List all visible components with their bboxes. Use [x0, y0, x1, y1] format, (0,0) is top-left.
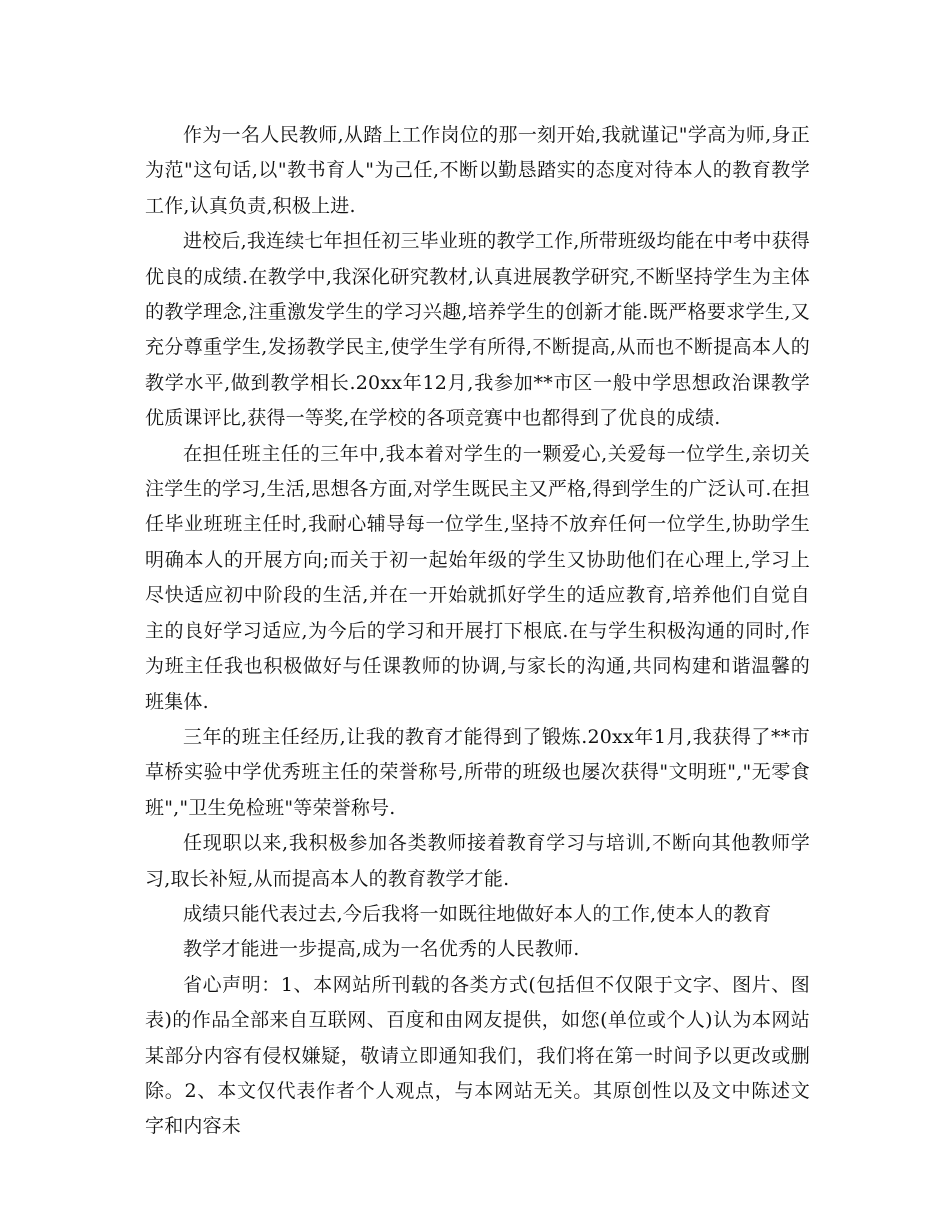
paragraph-teaching: 进校后,我连续七年担任初三毕业班的教学工作,所带班级均能在中考中获得优良的成绩.在教学中,我深化研究教材,认真进展教学研究,不断坚持学生为主体的教学理念,注重激发学生的学习兴趣,培养学生的创新才能.既严格要求学生,又充分尊重学生,发扬教学民主,使学生学有所得,不断提高,从而也不断提高本人的教学水平,做到教学相长.20xx年12月,我参加**市区一般中学思想政治课教学优质课评比,获得一等奖,在学校的各项竞赛中也都得到了优良的成绩.: [145, 230, 810, 430]
paragraph-future-2: 教学才能进一步提高,成为一名优秀的人民教师.: [183, 938, 580, 961]
paragraph-honors: 三年的班主任经历,让我的教育才能得到了锻炼.20xx年1月,我获得了**市草桥实验中学优秀班主任的荣誉称号,所带的班级也屡次获得"文明班","无零食班","卫生免检班"等荣誉称号.: [145, 725, 810, 819]
document-body: [145, 118, 810, 1145]
paragraph-training: 任现职以来,我积极参加各类教师接着教育学习与培训,不断向其他教师学习,取长补短,从而提高本人的教育教学才能.: [145, 832, 810, 890]
paragraph-class-teacher: 在担任班主任的三年中,我本着对学生的一颗爱心,关爱每一位学生,亲切关注学生的学习,生活,思想各方面,对学生既民主又严格,得到学生的广泛认可.在担任毕业班班主任时,我耐心辅导每一位学生,坚持不放弃任何一位学生,协助学生明确本人的开展方向;而关于初一起始年级的学生又协助他们在心理上,学习上尽快适应初中阶段的生活,并在一开始就抓好学生的适应教育,培养他们自觉自主的良好学习适应,为今后的学习和开展打下根底.在与学生积极沟通的同时,作为班主任我也积极做好与任课教师的协调,与家长的沟通,共同构建和谐温馨的班集体.: [145, 442, 810, 713]
paragraph-future-1: 成绩只能代表过去,今后我将一如既往地做好本人的工作,使本人的教育: [183, 902, 772, 925]
paragraph-intro: 作为一名人民教师,从踏上工作岗位的那一刻开始,我就谨记"学高为师,身正为范"这句话,以"教书育人"为己任,不断以勤恳踏实的态度对待本人的教育教学工作,认真负责,积极上进.: [145, 124, 810, 217]
paragraph-disclaimer: 省心声明：1、本网站所刊载的各类方式(包括但不仅限于文字、图片、图表)的作品全部来自互联网、百度和由网友提供，如您(单位或个人)认为本网站某部分内容有侵权嫌疑，敬请立即通知我们，我们将在第一时间予以更改或删除。2、本文仅代表作者个人观点，与本网站无关。其原创性以及文中陈述文字和内容未: [145, 973, 810, 1138]
